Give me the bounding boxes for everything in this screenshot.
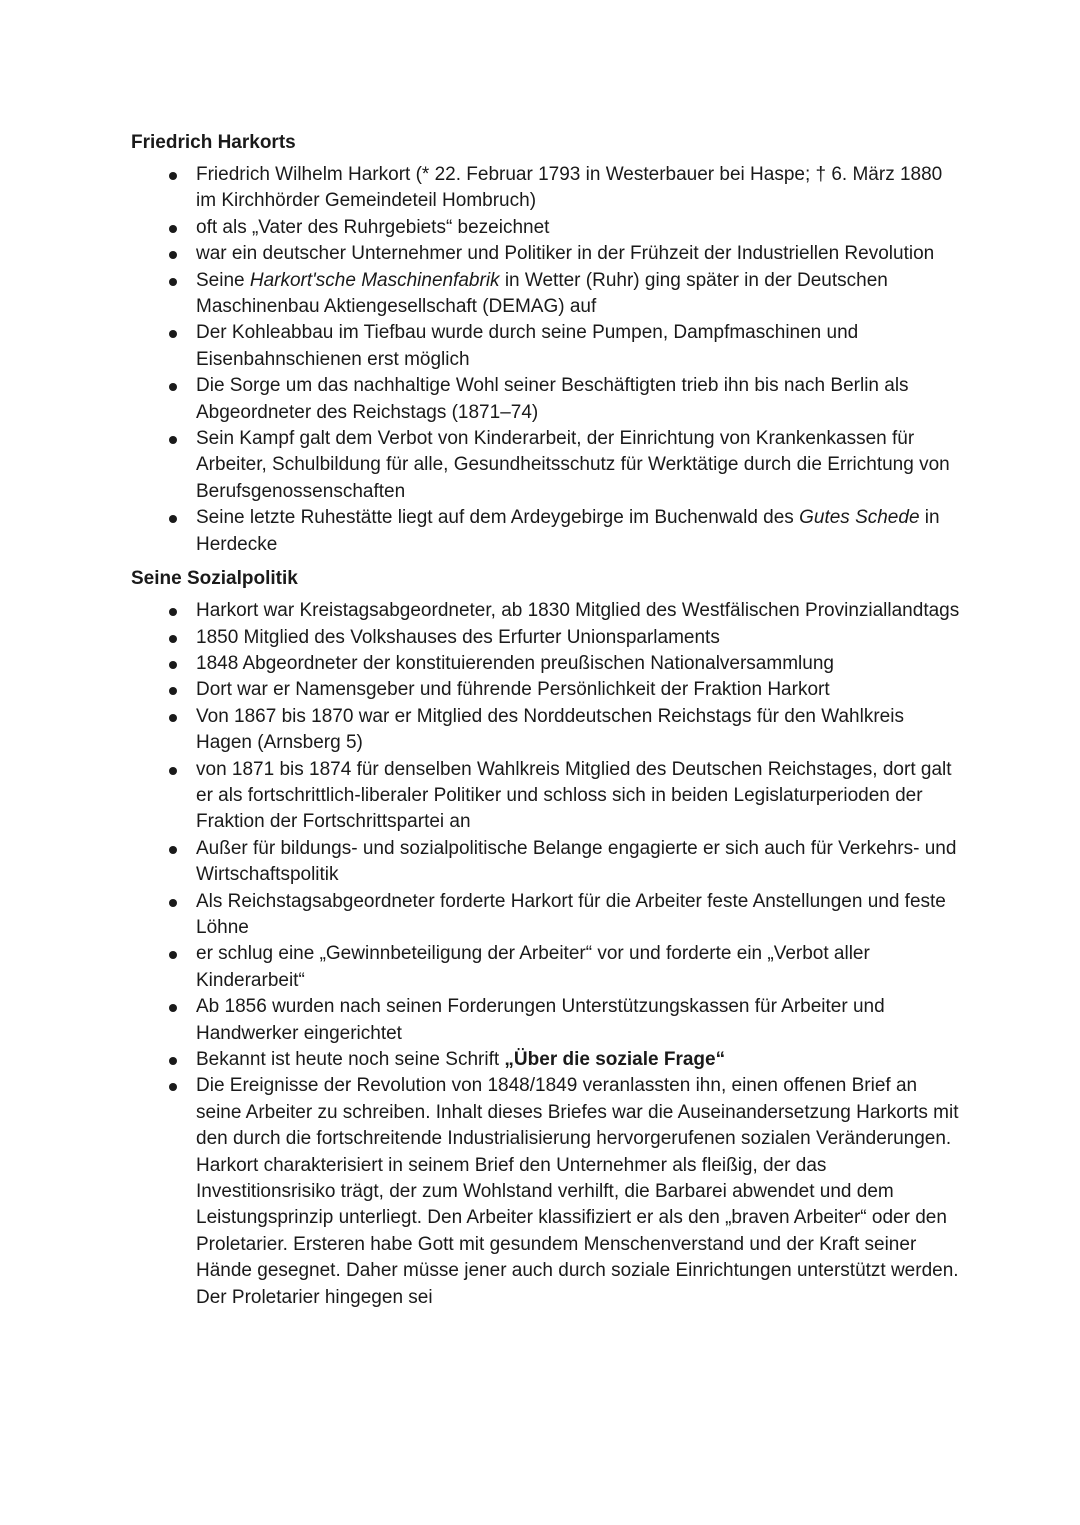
text-segment: Harkort war Kreistagsabgeordneter, ab 1830 Mitglied des Westfälischen Provinziallandtags <box>196 600 960 622</box>
list-item-text <box>196 759 952 833</box>
text-segment: Dort war er Namensgeber und führende Persönlichkeit der Fraktion Harkort <box>196 679 830 701</box>
text-segment: Von 1867 bis 1870 war er Mitglied des Norddeutschen Reichstags für den Wahlkreis Hagen (Arnsberg 5) <box>196 705 904 754</box>
list-item <box>131 651 961 677</box>
text-segment: Der Kohleabbau im Tiefbau wurde durch seine Pumpen, Dampfmaschinen und Eisenbahnschienen erst möglich <box>196 322 859 370</box>
text-segment: Ab 1856 wurden nach seinen Forderungen Unterstützungskassen für Arbeiter und Handwerker eingerichtet <box>196 996 885 1044</box>
list-item <box>131 241 961 267</box>
list-item-text <box>196 164 942 211</box>
list-item <box>131 757 961 836</box>
list-item <box>131 941 961 994</box>
bullet-icon <box>169 436 177 444</box>
list-item-text <box>196 600 959 621</box>
bullet-icon <box>169 608 177 616</box>
list-item <box>131 677 961 703</box>
text-segment: in Herdecke <box>196 507 940 555</box>
text-segment: war ein deutscher Unternehmer und Politiker in der Frühzeit der Industriellen Revolution <box>196 243 935 265</box>
list-item <box>131 889 961 942</box>
list-item <box>131 215 961 241</box>
bullet-icon <box>169 1083 177 1091</box>
list-item-text <box>196 838 956 885</box>
bullet-icon <box>169 278 177 286</box>
text-segment: Die Ereignisse der Revolution von 1848/1849 veranlassten ihn, einen offenen Brief an seine Arbeiter zu schreiben. Inhalt dieses Briefes war die Auseinandersetzung Harkorts mit den durch die fortschreitende Industrialisierung hervorgerufenen sozialen Veränderungen. Harkort charakterisiert in seinem Brief den Unternehmer als fleißig, der das Investitionsrisiko trägt, der zum Wohlstand verhilft, die Barbarei abwendet und dem Leistungsprinzip unterliegt. Den Arbeiter klassifiziert er als den „braven Arbeiter“ oder den Proletarier. Ersteren habe Gott mit gesundem Menschenverstand und der Kraft seiner Hände gesegnet. Daher müsse jener auch durch soziale Einrichtungen unterstützt werden. Der Proletarier hingegen sei <box>196 1075 959 1308</box>
text-segment: Sein Kampf galt dem Verbot von Kinderarbeit, der Einrichtung von Krankenkassen für Arbeiter, Schulbildung für alle, Gesundheitsschutz für Werktätige durch die Errichtung von Berufsgenossenschaften <box>196 428 950 502</box>
bullet-icon <box>169 951 177 959</box>
bullet-icon <box>169 714 177 722</box>
document-page <box>131 130 961 1311</box>
list-item-text <box>196 507 940 554</box>
list-item-text <box>196 243 934 264</box>
section-title-sozialpolitik: Seine Sozialpolitik <box>131 568 298 590</box>
list-item <box>131 625 961 651</box>
list-item <box>131 1073 961 1311</box>
text-segment: Als Reichstagsabgeordneter forderte Harkort für die Arbeiter feste Anstellungen und feste Löhne <box>196 890 946 938</box>
bullet-icon <box>169 661 177 669</box>
list-item-text <box>196 322 858 369</box>
text-segment: Friedrich Wilhelm Harkort (* 22. Februar 1793 in Westerbauer bei Haspe; † 6. März 1880 im Kirchhörder Gemeindeteil Hombruch) <box>196 164 943 212</box>
list-item-text <box>196 1075 959 1307</box>
bullet-icon <box>169 383 177 391</box>
list-item-text <box>196 706 904 753</box>
list-item-text <box>196 679 830 700</box>
text-segment: in Wetter (Ruhr) ging später in der Deutschen Maschinenbau Aktiengesellschaft (DEMAG) auf <box>196 269 888 318</box>
bullet-icon <box>169 515 177 523</box>
list-item-text <box>196 943 870 990</box>
list-item-text <box>196 428 950 502</box>
text-segment: „Über die soziale Frage“ <box>504 1049 726 1070</box>
list-item <box>131 994 961 1047</box>
bullet-icon <box>169 330 177 338</box>
list-item <box>131 598 961 624</box>
bullet-icon <box>169 1057 177 1065</box>
list-item-text <box>196 627 720 648</box>
list-item-text <box>196 270 888 317</box>
section-title-harkorts: Friedrich Harkorts <box>131 132 296 153</box>
bullet-icon <box>169 767 177 775</box>
bullet-list-biography <box>131 162 961 558</box>
bullet-icon <box>169 635 177 643</box>
text-segment: Bekannt ist heute noch seine Schrift <box>196 1049 505 1070</box>
text-segment: Die Sorge um das nachhaltige Wohl seiner Beschäftigten trieb ihn bis nach Berlin als Abgeordneter des Reichstags (1871–74) <box>196 375 909 423</box>
bullet-icon <box>169 225 177 233</box>
text-segment: Harkort'sche Maschinenfabrik <box>249 269 500 291</box>
list-item <box>131 704 961 757</box>
bullet-icon <box>169 251 177 259</box>
text-segment: von 1871 bis 1874 für denselben Wahlkreis Mitglied des Deutschen Reichstages, dort galt er als fortschrittlich-liberaler Politiker und schloss sich in beiden Legislaturperioden der Fraktion der Fortschrittspartei an <box>196 758 952 833</box>
text-segment: Seine <box>196 269 250 291</box>
list-item-text <box>196 891 946 938</box>
list-item-text <box>196 217 549 238</box>
text-segment: Außer für bildungs- und sozialpolitische Belange engagierte er sich auch für Verkehrs- und Wirtschaftspolitik <box>196 837 957 886</box>
list-item <box>131 162 961 215</box>
list-item <box>131 505 961 558</box>
bullet-icon <box>169 899 177 907</box>
list-item-text <box>196 653 834 674</box>
bullet-icon <box>169 687 177 695</box>
list-item-text <box>196 1049 725 1070</box>
list-item <box>131 373 961 426</box>
text-segment: oft als „Vater des Ruhrgebiets“ bezeichnet <box>196 216 550 238</box>
list-item <box>131 836 961 889</box>
bullet-icon <box>169 846 177 854</box>
list-item <box>131 1047 961 1073</box>
text-segment: er schlug eine „Gewinnbeteiligung der Arbeiter“ vor und forderte ein „Verbot aller Kinderarbeit“ <box>196 943 870 991</box>
bullet-icon <box>169 1004 177 1012</box>
list-item <box>131 320 961 373</box>
list-item <box>131 268 961 321</box>
list-item <box>131 426 961 505</box>
list-item-text <box>196 996 885 1043</box>
text-segment: 1848 Abgeordneter der konstituierenden preußischen Nationalversammlung <box>196 652 834 674</box>
bullet-icon <box>169 172 177 180</box>
text-segment: 1850 Mitglied des Volkshauses des Erfurter Unionsparlaments <box>196 626 720 648</box>
text-segment: Gutes Schede <box>799 507 920 529</box>
list-item-text <box>196 375 909 422</box>
text-segment: Seine letzte Ruhestätte liegt auf dem Ardeygebirge im Buchenwald des <box>196 507 800 529</box>
bullet-list-sozialpolitik <box>131 598 961 1311</box>
